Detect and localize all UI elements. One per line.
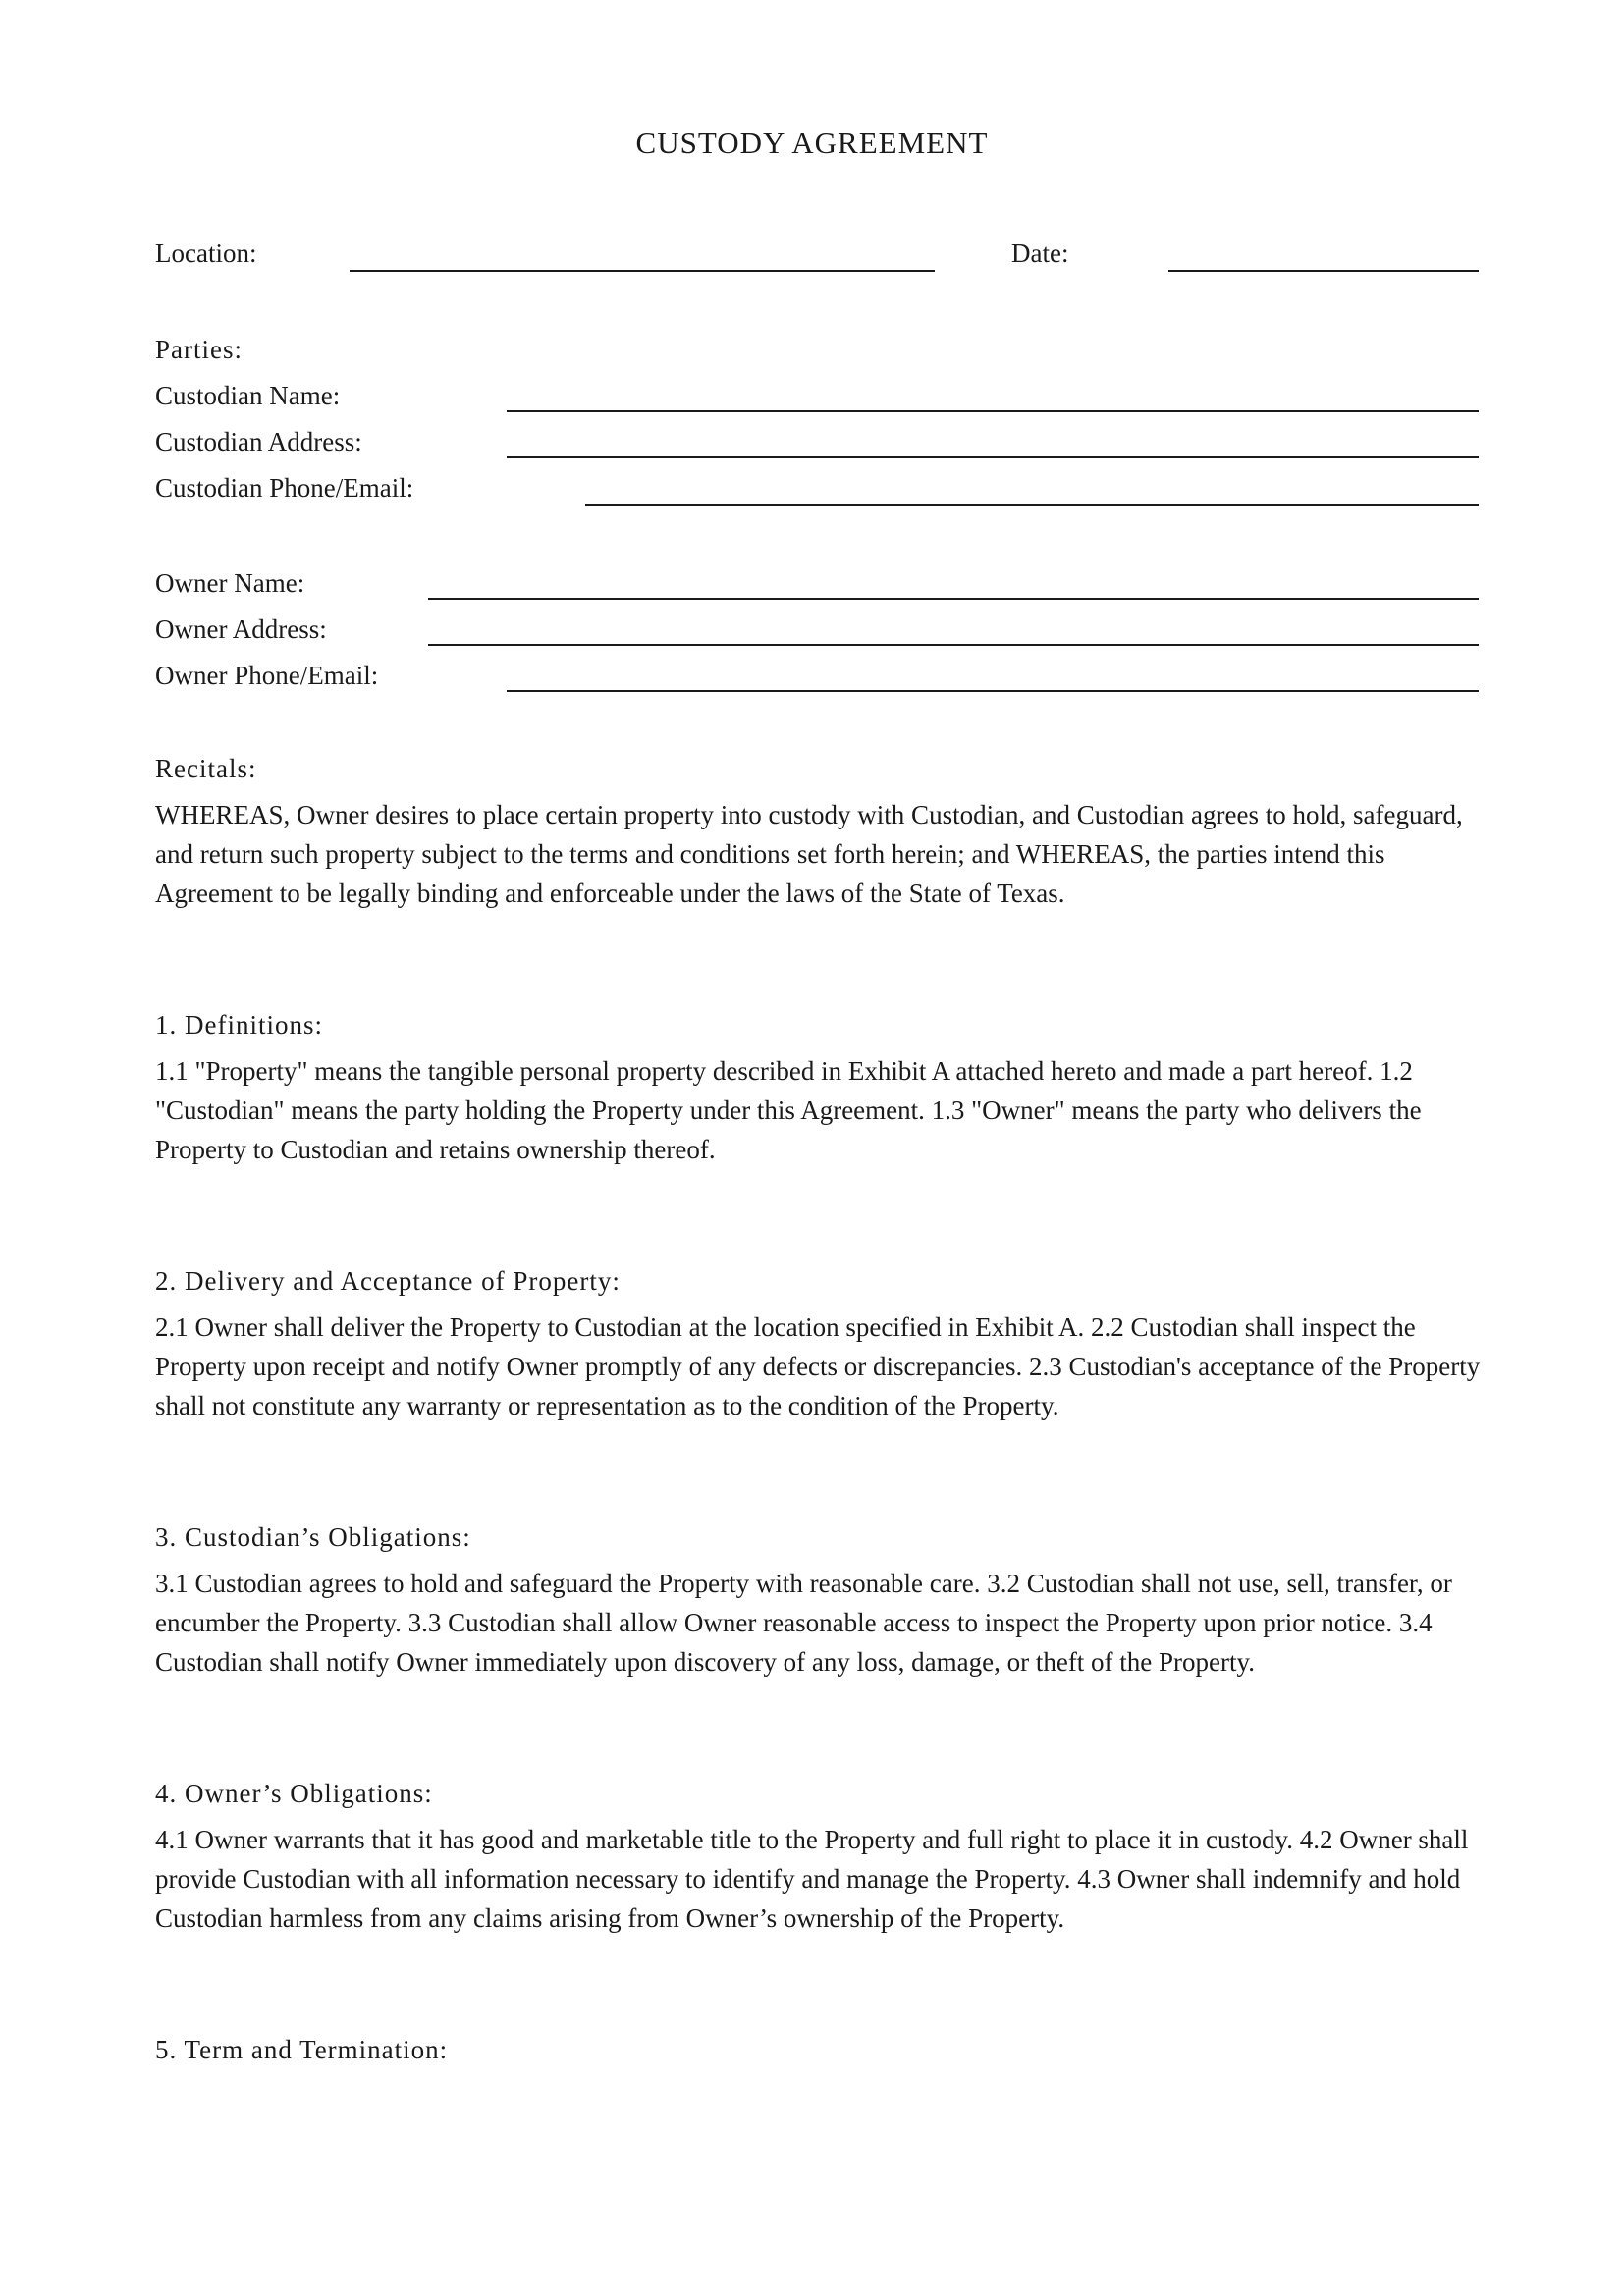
section-text: 4.1 Owner warrants that it has good and marketable title to the Property and full right to place it in custody. 4.2 Owner shall provide Custodian with all information necessary to identify and manage the Property. 4.3 Owner shall indemnify and hold Custodian harmless from any claims arising from Owner’s ownership of the Property. [155, 1825, 1469, 1933]
date-label: Date: [1011, 239, 1069, 268]
section-heading: 2. Delivery and Acceptance of Property: [155, 1266, 621, 1296]
recitals-heading: Recitals: [155, 754, 257, 783]
owner-contact-label: Owner Phone/Email: [155, 661, 379, 690]
location-label: Location: [155, 239, 257, 268]
section-heading: 1. Definitions: [155, 1010, 323, 1040]
location-field[interactable] [350, 270, 935, 272]
section-text: 1.1 "Property" means the tangible personal property described in Exhibit A attached hereto and made a part hereof. 1.2 "Custodian" means the party holding the Property under this Agreement. 1.3 "Owner" means the party who delivers the Property to Custodian and retains ownership thereof. [155, 1056, 1422, 1164]
custodian-address-field[interactable] [507, 456, 1479, 458]
custodian-contact-label: Custodian Phone/Email: [155, 473, 414, 503]
parties-heading: Parties: [155, 335, 243, 364]
owner-name-field[interactable] [428, 598, 1479, 600]
section-text: 3.1 Custodian agrees to hold and safeguard the Property with reasonable care. 3.2 Custodian shall not use, sell, transfer, or encumber the Property. 3.3 Custodian shall allow Owner reasonable access to inspect the Property upon prior notice. 3.4 Custodian shall notify Owner immediately upon discovery of any loss, damage, or theft of the Property. [155, 1569, 1452, 1677]
custodian-name-label: Custodian Name: [155, 381, 341, 410]
date-field[interactable] [1168, 270, 1479, 272]
section-heading: 3. Custodian’s Obligations: [155, 1522, 471, 1552]
owner-contact-field[interactable] [507, 690, 1479, 692]
custodian-address-label: Custodian Address: [155, 427, 362, 456]
custodian-contact-field[interactable] [585, 504, 1479, 506]
section-heading: 4. Owner’s Obligations: [155, 1779, 433, 1808]
owner-address-field[interactable] [428, 644, 1479, 646]
document-title: CUSTODY AGREEMENT [635, 126, 989, 160]
section-heading: 5. Term and Termination: [155, 2035, 449, 2064]
owner-name-label: Owner Name: [155, 568, 305, 598]
section-text: 2.1 Owner shall deliver the Property to Custodian at the location specified in Exhibit A. 2.2 Custodian shall inspect the Property upon receipt and notify Owner promptly of any defects or discrepancies. 2.3 Custodian's acceptance of the Property shall not constitute any warranty or representation as to the condition of the Property. [155, 1312, 1481, 1420]
owner-address-label: Owner Address: [155, 614, 327, 644]
recitals-text: WHEREAS, Owner desires to place certain property into custody with Custodian, and Custodian agrees to hold, safeguard, and return such property subject to the terms and conditions set forth herein; and WHEREAS, the parties intend this Agreement to be legally binding and enforceable under the laws of the State of Texas. [155, 800, 1463, 908]
custodian-name-field[interactable] [507, 410, 1479, 412]
